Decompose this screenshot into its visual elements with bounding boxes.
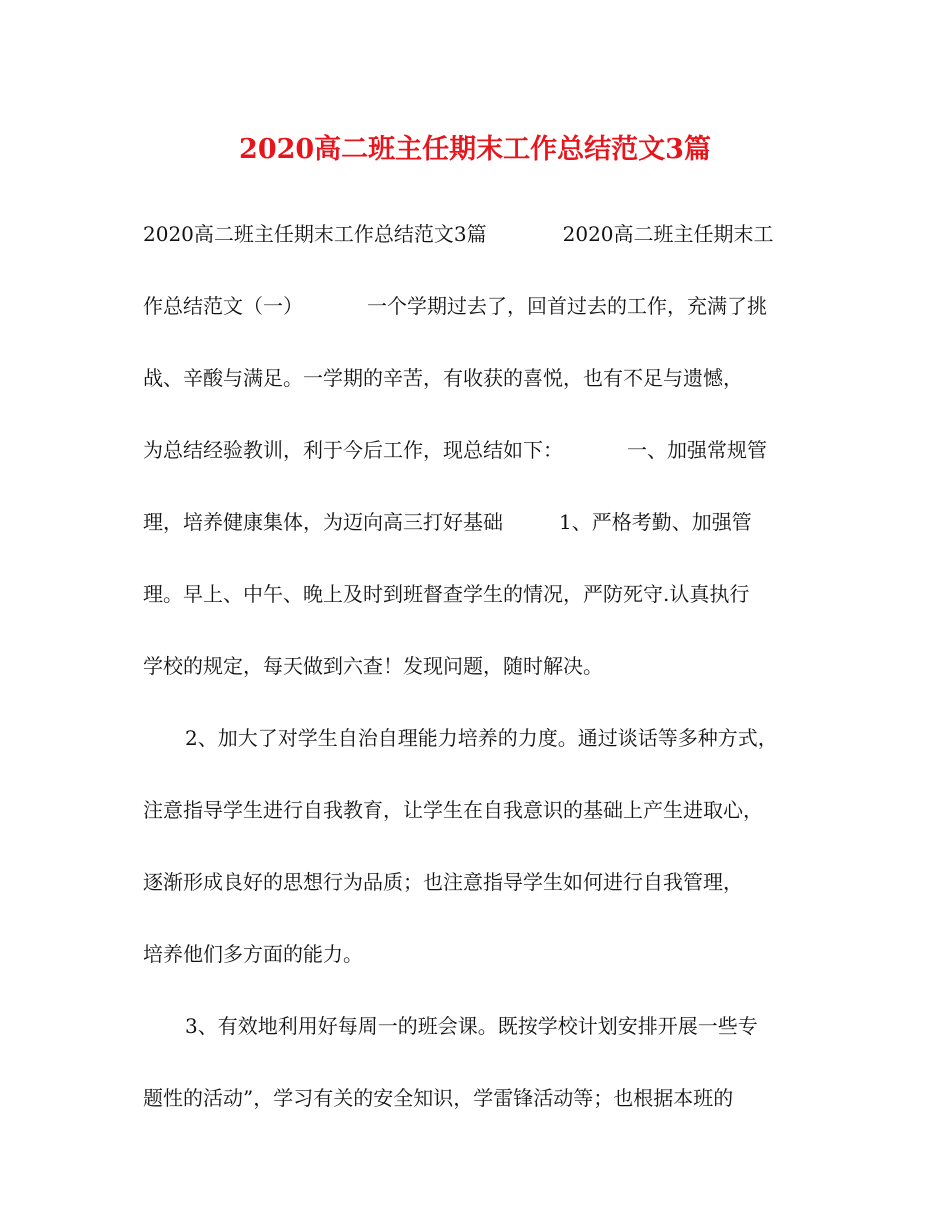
body-line (143, 500, 811, 572)
body-line-text: 1、严格考勤、加强管 (559, 510, 752, 534)
body-line: 培养他们多方面的能力。 (143, 942, 363, 966)
body-line: 2、加大了对学生自治自理能力培养的力度。通过谈话等多种方式， (185, 726, 778, 750)
body-line: 题性的活动”，学习有关的安全知识，学雷锋活动等；也根据本班的 (143, 1086, 734, 1110)
body-line: 战、辛酸与满足。一学期的辛苦，有收获的喜悦，也有不足与遗憾， (143, 366, 743, 390)
body-line-text: 2020高二班主任期末工作总结范文3篇 (143, 222, 487, 246)
body-line-text: 理，培养健康集体，为迈向高三打好基础 (143, 510, 503, 534)
body-line-text: 一、加强常规管 (627, 438, 767, 462)
body-line (143, 212, 811, 284)
document-title: 2020高二班主任期末工作总结范文3篇 (239, 134, 711, 165)
body-line (143, 428, 811, 500)
body-line: 3、有效地利用好每周一的班会课。既按学校计划安排开展一些专 (185, 1014, 758, 1038)
body-line-text: 一个学期过去了，回首过去的工作，充满了挑 (367, 294, 767, 318)
body-line: 学校的规定，每天做到六查！发现问题，随时解决。 (143, 654, 603, 678)
body-line: 注意指导学生进行自我教育，让学生在自我意识的基础上产生进取心， (143, 798, 763, 822)
body-line: 逐渐形成良好的思想行为品质；也注意指导学生如何进行自我管理， (143, 870, 743, 894)
body-line: 理。早上、中午、晚上及时到班督查学生的情况，严防死守.认真执行 (143, 582, 750, 606)
body-line-text: 2020高二班主任期末工 (562, 222, 774, 246)
body-line-text: 为总结经验教训，利于今后工作，现总结如下： (143, 438, 563, 462)
body-line-text: 作总结范文（一） (143, 294, 303, 318)
body-line (143, 284, 811, 356)
document-body (143, 212, 811, 1148)
